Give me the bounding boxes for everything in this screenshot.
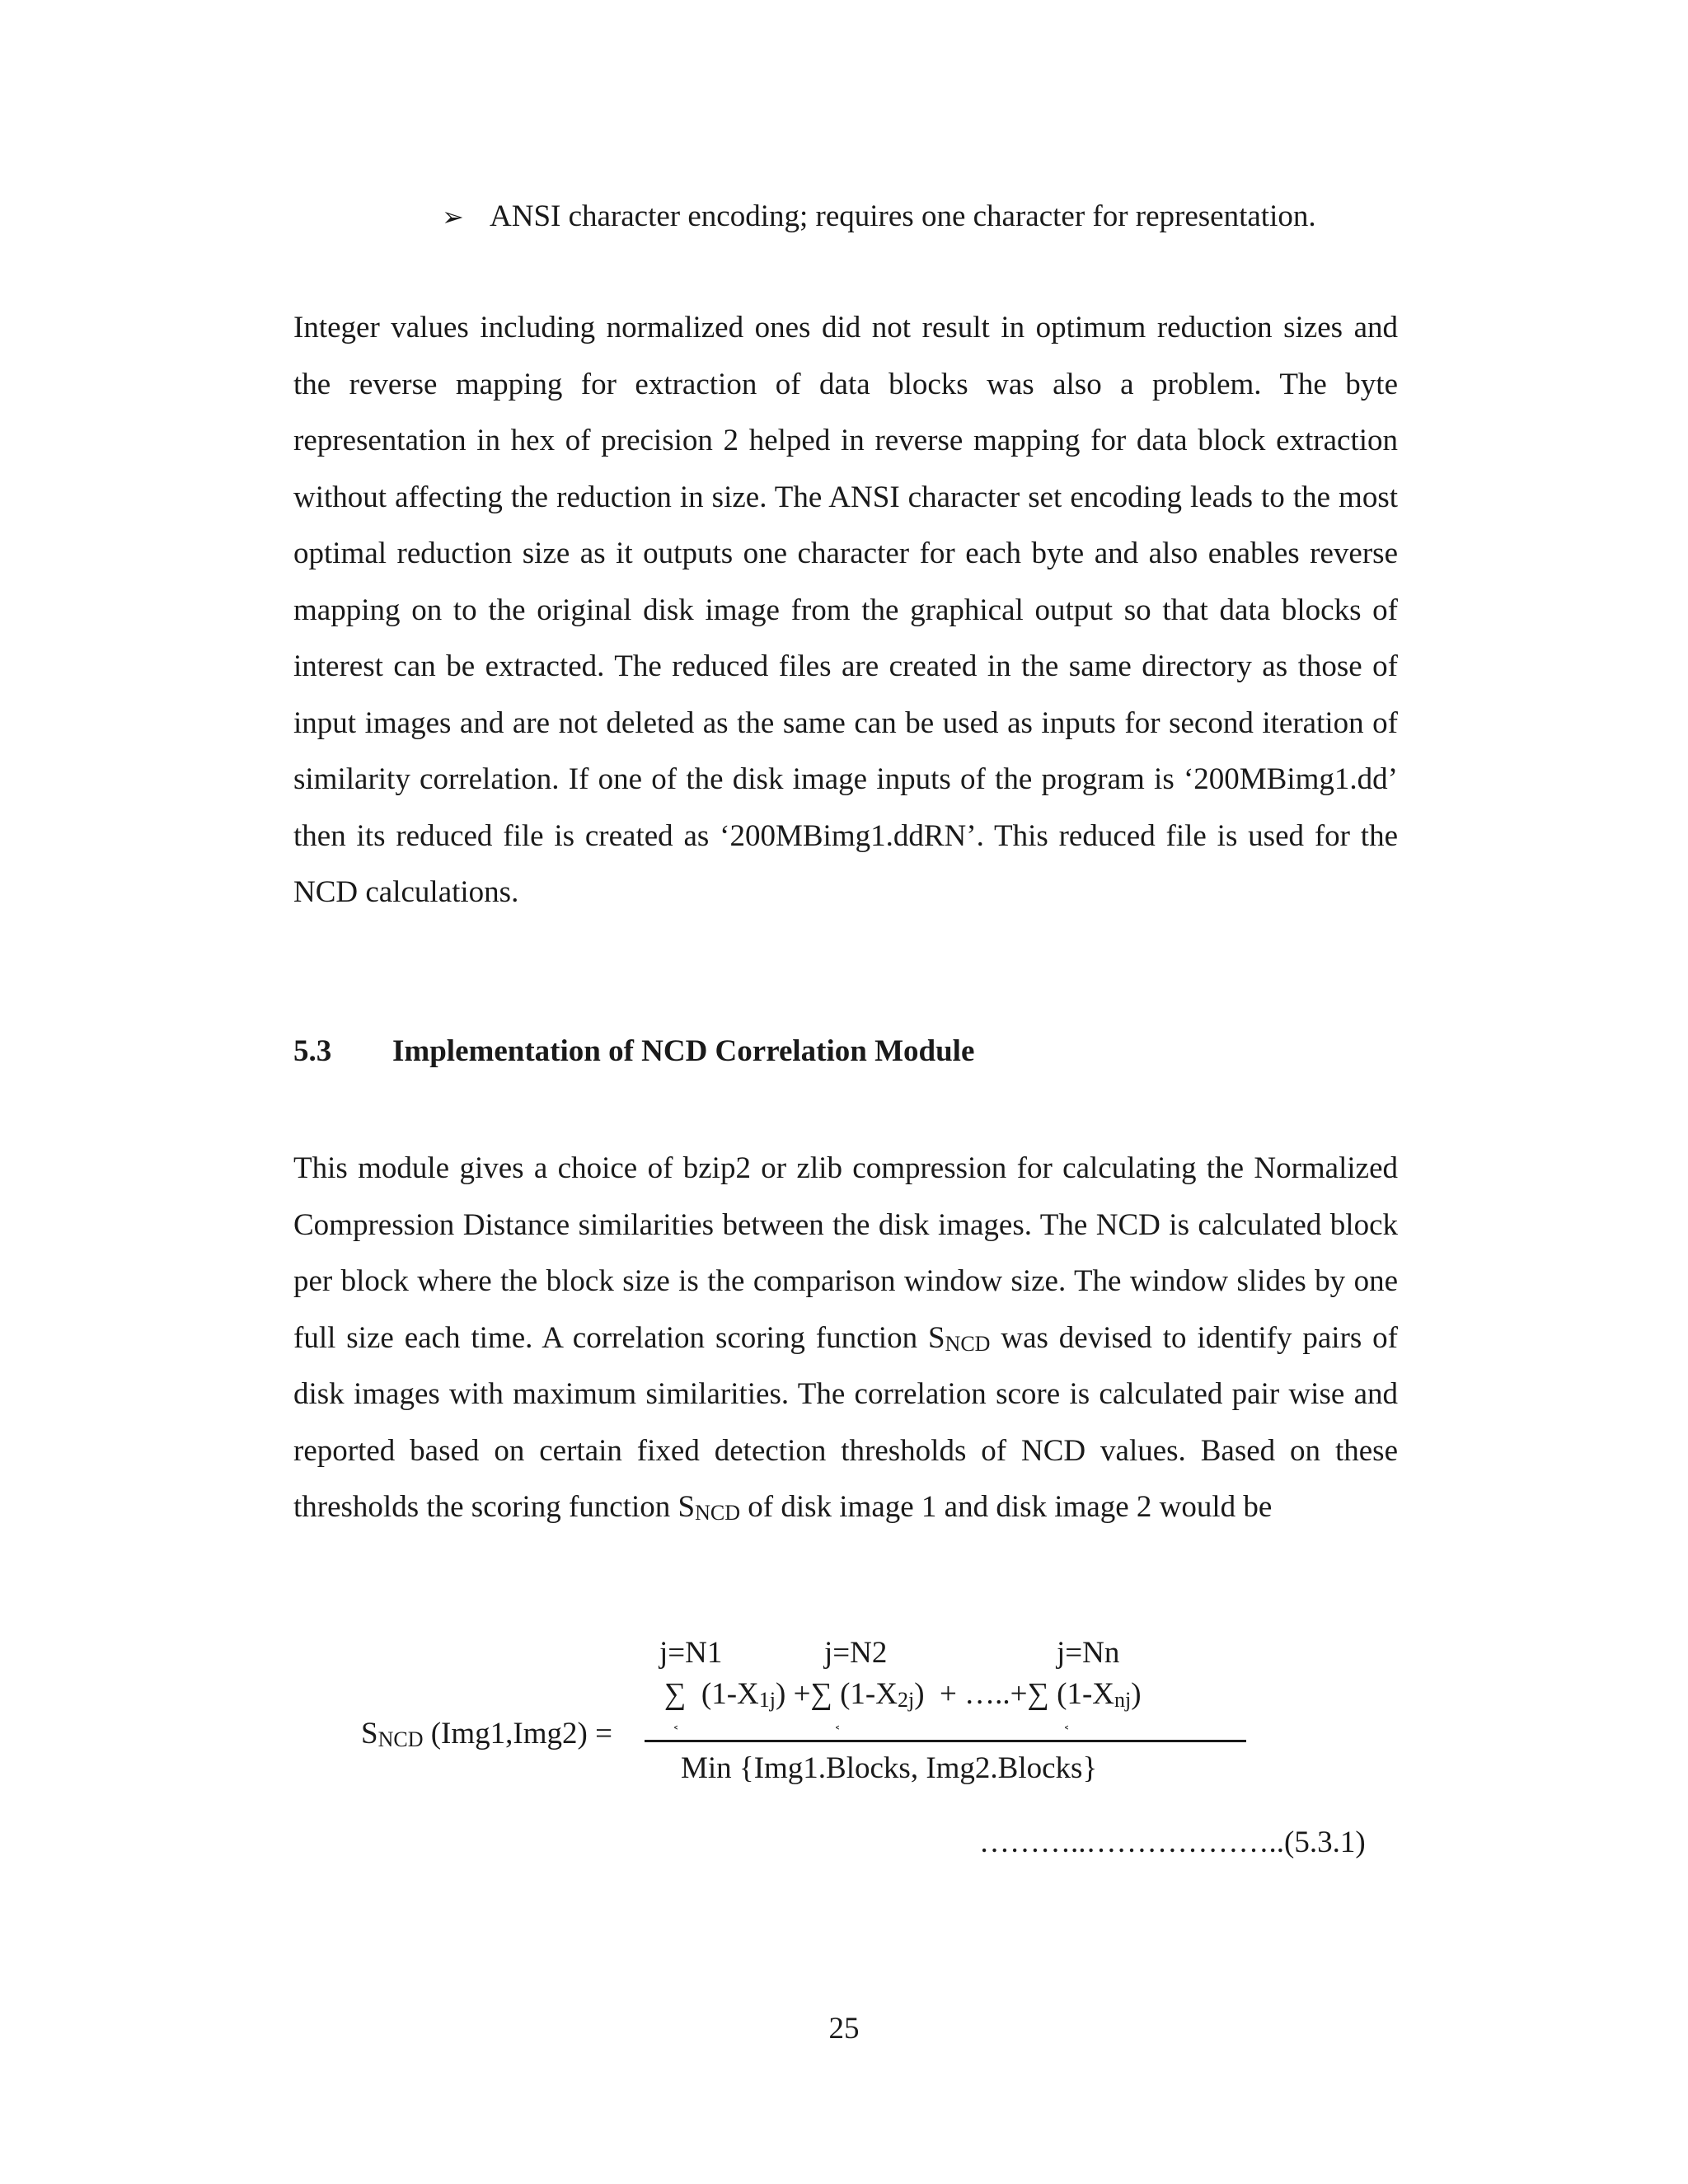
- bullet-item: [442, 191, 1316, 242]
- equation-lhs: [361, 1716, 612, 1751]
- arrow-bullet-icon: ➢: [442, 201, 464, 232]
- equation-denominator: Min {Img1.Blocks, Img2.Blocks}: [681, 1751, 1098, 1785]
- term3-pre: (1-X: [1057, 1677, 1115, 1711]
- term1-post: ): [776, 1677, 786, 1711]
- lhs-symbol: S: [361, 1717, 378, 1750]
- term1-pre: (1-X: [701, 1677, 759, 1711]
- sum-limit-3: j=Nn: [1057, 1636, 1120, 1670]
- ellipsis-plus: + …..+: [940, 1677, 1028, 1711]
- para2-subscript-1: NCD: [945, 1331, 991, 1356]
- term3-sub: nj: [1114, 1688, 1132, 1712]
- term2-sub: 2j: [897, 1688, 915, 1712]
- sum-limit-1: j=N1: [659, 1636, 723, 1670]
- tick-mark-icon: ˂: [673, 1724, 679, 1740]
- para2-subscript-2: NCD: [695, 1501, 741, 1525]
- lhs-args: (Img1,Img2) =: [423, 1717, 612, 1750]
- term2-pre: (1-X: [840, 1677, 898, 1711]
- sigma-icon: ∑: [810, 1677, 832, 1711]
- paragraph-ncd-module: [293, 1141, 1398, 1536]
- tick-mark-icon: ˂: [1063, 1724, 1070, 1740]
- term2-post: ): [914, 1677, 925, 1711]
- para2-text-2: was devised to identify pairs of disk images with maximum similarities. The correlation score is calculated pair wise and reported based on certain fixed detection thresholds of NCD values. Based on these thresholds the scoring function S: [293, 1320, 1399, 1524]
- lhs-subscript: NCD: [377, 1727, 424, 1751]
- equation-numerator: [664, 1676, 1142, 1712]
- paragraph-reduction: Integer values including normalized ones did not result in optimum reduction sizes and the reverse mapping for extraction of data blocks was also a problem. The byte representation in hex of precision 2 helped in reverse mapping for data block extraction without affecting the reduction in size. The ANSI character set encoding leads to the most optimal reduction size as it outputs one character for each byte and also enables reverse mapping on to the original disk image from the graphical output so that data blocks of interest can be extracted. The reduced files are created in the same directory as those of input images and are not deleted as the same can be used as inputs for second iteration of similarity correlation. If one of the disk image inputs of the program is ‘200MBimg1.dd’ then its reduced file is created as ‘200MBimg1.ddRN’. This reduced file is used for the NCD calculations.: [293, 311, 1398, 909]
- sum-limit-2: j=N2: [824, 1636, 888, 1670]
- section-heading: [293, 1033, 974, 1069]
- para2-text-1: This module gives a choice of bzip2 or zlib compression for calculating the Normalized Compression Distance similarities between the disk images. The NCD is calculated block per block where the block size is the comparison window size. The window slides by one full size each time. A correlation scoring function S: [293, 1151, 1398, 1355]
- bullet-text: ANSI character encoding; requires one character for representation.: [490, 199, 1316, 233]
- sigma-icon: ∑: [664, 1677, 687, 1711]
- section-number: 5.3: [293, 1034, 332, 1068]
- sigma-icon: ∑: [1027, 1677, 1049, 1711]
- para2-text-3: of disk image 1 and disk image 2 would be: [740, 1490, 1273, 1524]
- term3-post: ): [1131, 1677, 1142, 1711]
- plus-sign: +: [793, 1677, 811, 1711]
- fraction-bar: [645, 1740, 1246, 1742]
- section-title: Implementation of NCD Correlation Module: [392, 1034, 975, 1068]
- term1-sub: 1j: [758, 1688, 776, 1712]
- tick-mark-icon: ˂: [834, 1724, 841, 1740]
- equation-reference: ………..………………..(5.3.1): [979, 1825, 1366, 1859]
- page-number: 25: [828, 2012, 860, 2046]
